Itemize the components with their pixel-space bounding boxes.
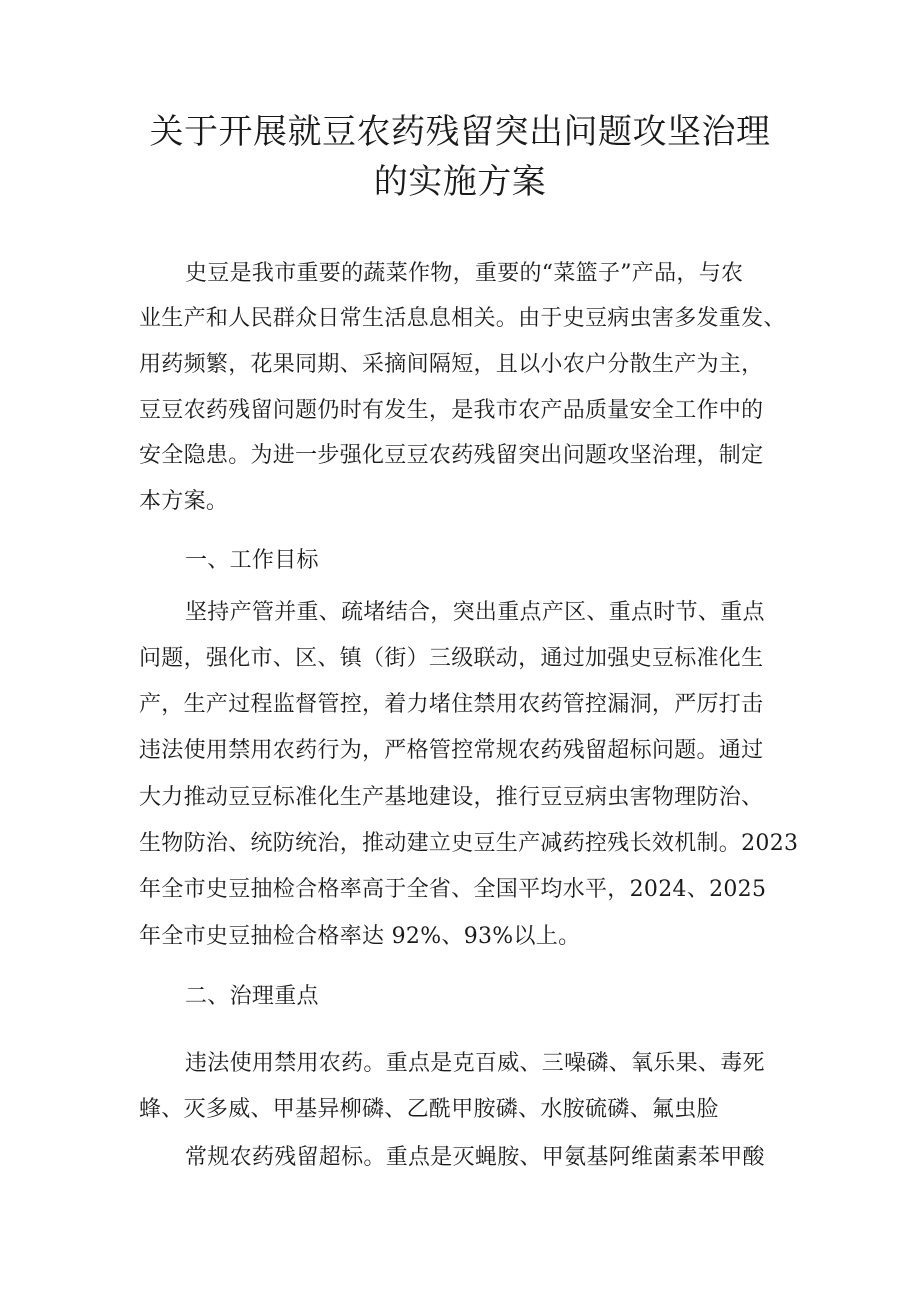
paragraph-goals-line-3: 产，生产过程监督管控，着力堵住禁用农药管控漏洞，严厉打击 [139,692,764,717]
paragraph-intro-line-3: 用药频繁，花果同期、采摘间隔短，且以小农户分散生产为主， [139,352,764,377]
paragraph-focus-line-3: 常规农药残留超标。重点是灭蝇胺、甲氨基阿维菌素苯甲酸 [185,1145,765,1170]
paragraph-goals-line-1: 坚持产管并重、疏堵结合，突出重点产区、重点时节、重点 [185,600,765,625]
document-title-line-1: 关于开展就豆农药残留突出问题攻坚治理 [149,112,771,152]
paragraph-intro-line-2: 业生产和人民群众日常生活息息相关。由于史豆病虫害多发重发、 [139,306,786,331]
paragraph-goals-line-8: 年全市史豆抽检合格率达 92%、93%以上。 [139,924,581,949]
paragraph-goals-line-2: 问题，强化市、区、镇（街）三级联动，通过加强史豆标准化生 [139,646,764,671]
paragraph-focus-line-2: 蜂、灭多威、甲基异柳磷、乙酰甲胺磷、水胺硫磷、氟虫脸 [139,1097,719,1122]
paragraph-intro-line-5: 安全隐患。为进一步强化豆豆农药残留突出问题攻坚治理，制定 [139,443,764,468]
document-title-line-2: 的实施方案 [373,162,547,202]
paragraph-intro-line-4: 豆豆农药残留问题仍时有发生，是我市农产品质量安全工作中的 [139,398,764,423]
section-heading-goals: 一、工作目标 [185,548,319,573]
section-heading-focus: 二、治理重点 [185,984,319,1009]
paragraph-goals-line-4: 违法使用禁用农药行为，严格管控常规农药残留超标问题。通过 [139,738,764,763]
paragraph-goals-line-7: 年全市史豆抽检合格率高于全省、全国平均水平，2024、2025 [139,877,767,902]
paragraph-goals-line-6: 生物防治、统防统治，推动建立史豆生产减药控残长效机制。2023 [139,831,799,856]
paragraph-goals-line-5: 大力推动豆豆标准化生产基地建设，推行豆豆病虫害物理防治、 [139,785,764,810]
paragraph-intro-line-1: 史豆是我市重要的蔬菜作物，重要的“菜篮子”产品，与农 [185,261,744,286]
paragraph-intro-line-6: 本方案。 [139,489,229,514]
paragraph-focus-line-1: 违法使用禁用农药。重点是克百威、三噪磷、氧乐果、毒死 [185,1051,765,1076]
